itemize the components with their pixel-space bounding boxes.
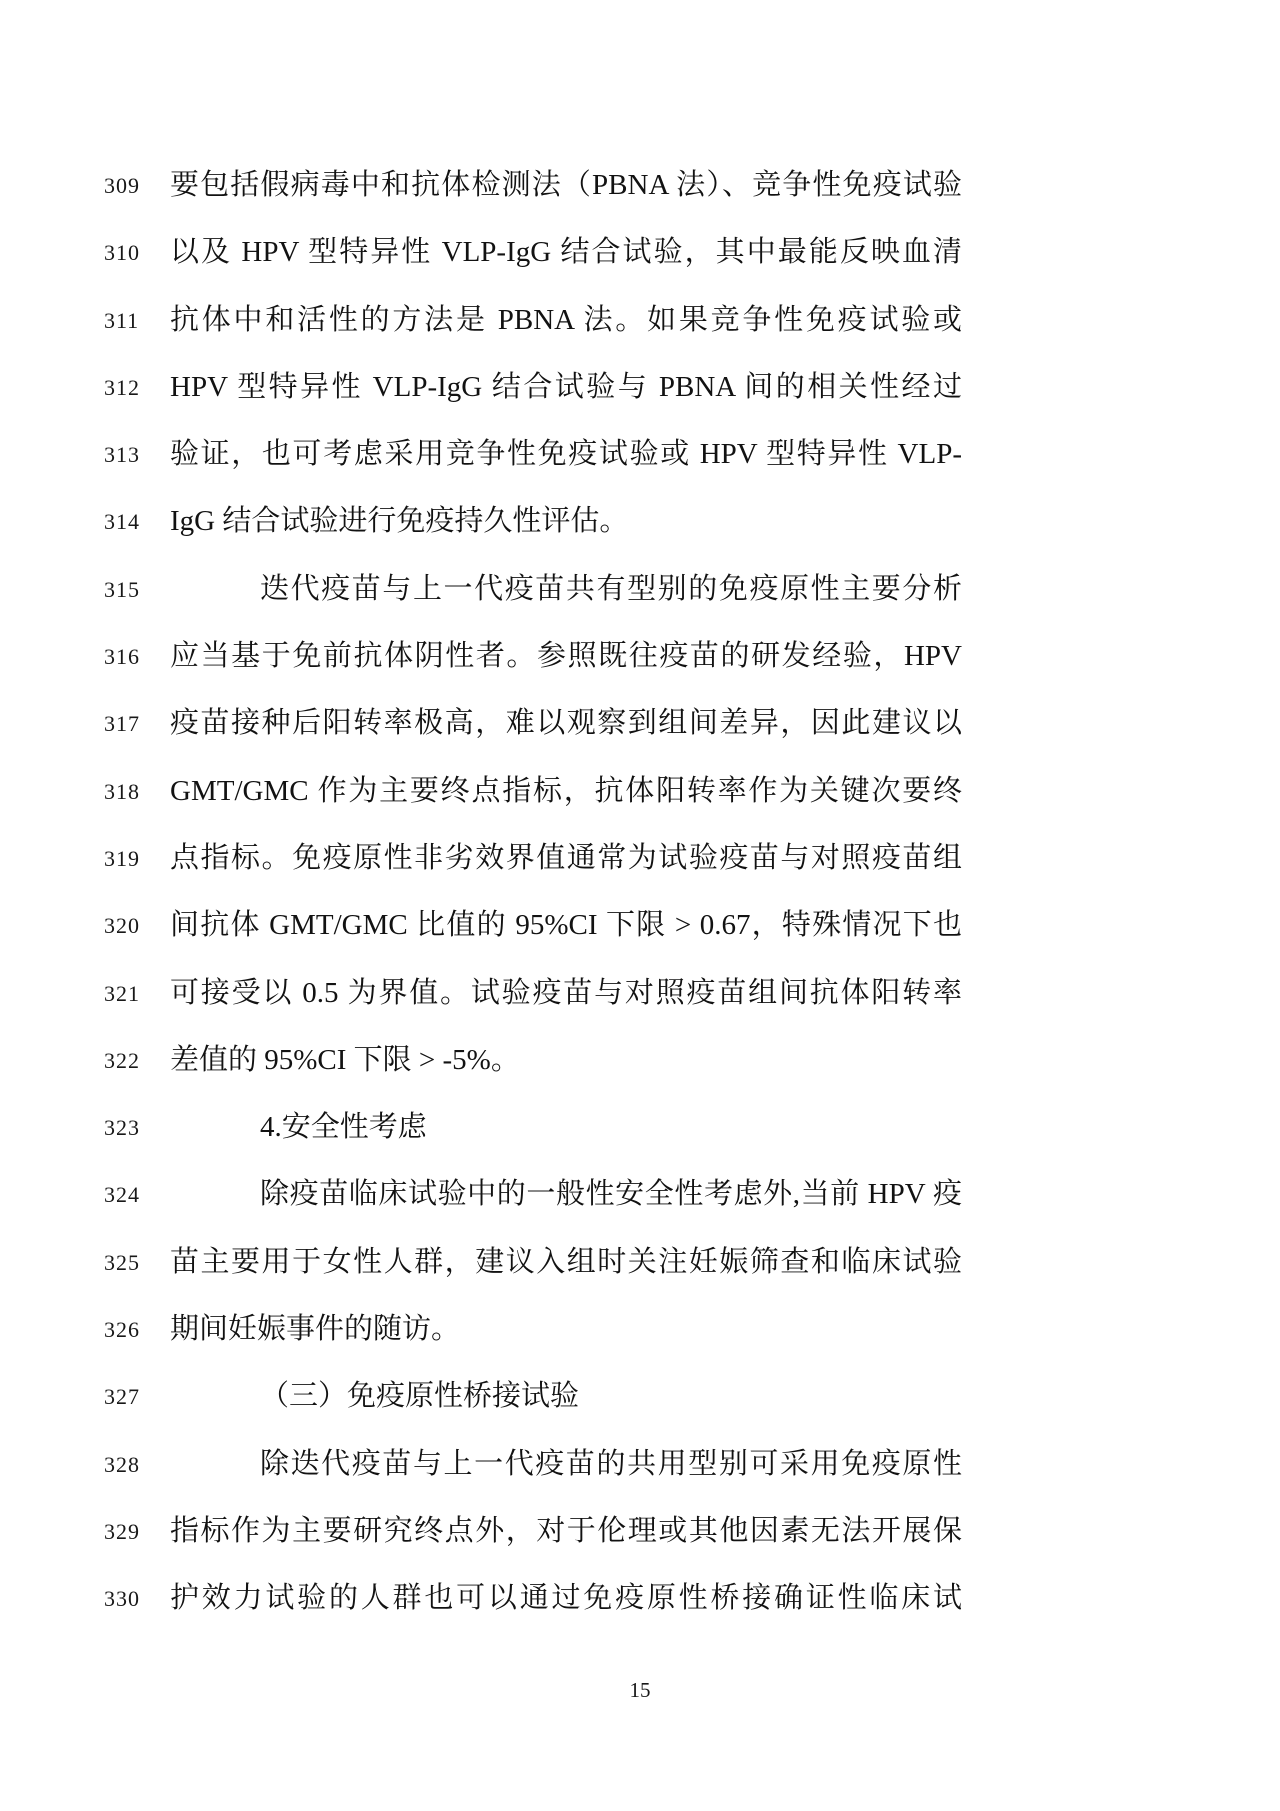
line-text: 疫苗接种后阳转率极高，难以观察到组间差异，因此建议以	[170, 707, 962, 740]
line-text: 苗主要用于女性人群，建议入组时关注妊娠筛查和临床试验	[170, 1245, 962, 1278]
line-number: 314	[104, 509, 140, 535]
line-number: 318	[104, 778, 140, 804]
line-number: 330	[104, 1586, 140, 1612]
line-number: 312	[104, 374, 140, 400]
document-line	[0, 1565, 1280, 1632]
line-text: 点指标。免疫原性非劣效界值通常为试验疫苗与对照疫苗组	[170, 841, 962, 874]
line-number: 329	[104, 1518, 140, 1544]
document-line	[0, 1229, 1280, 1296]
document-line	[0, 1498, 1280, 1565]
line-text: 护效力试验的人群也可以通过免疫原性桥接确证性临床试	[170, 1582, 962, 1615]
line-text: 迭代疫苗与上一代疫苗共有型别的免疫原性主要分析	[260, 572, 962, 605]
line-number: 326	[104, 1317, 140, 1343]
line-number: 315	[104, 576, 140, 602]
line-text: 间抗体 GMT/GMC 比值的 95%CI 下限 > 0.67，特殊情况下也	[170, 909, 962, 942]
document-line	[0, 1431, 1280, 1498]
document-line	[0, 354, 1280, 421]
line-number: 325	[104, 1249, 140, 1275]
line-number: 324	[104, 1182, 140, 1208]
line-number: 322	[104, 1047, 140, 1073]
document-line	[0, 960, 1280, 1027]
document-line	[0, 556, 1280, 623]
line-number: 309	[104, 173, 140, 198]
document-line	[0, 1296, 1280, 1363]
document-line	[0, 690, 1280, 757]
line-text: 以及 HPV 型特异性 VLP-IgG 结合试验，其中最能反映血清	[170, 236, 962, 269]
document-line	[0, 1363, 1280, 1430]
document-line	[0, 1027, 1280, 1094]
document-line	[0, 488, 1280, 555]
line-text: 指标作为主要研究终点外，对于伦理或其他因素无法开展保	[170, 1514, 962, 1547]
line-number: 323	[104, 1115, 140, 1141]
document-line	[0, 1161, 1280, 1228]
line-number: 320	[104, 913, 140, 939]
line-number: 310	[104, 240, 140, 266]
line-text: （三）免疫原性桥接试验	[260, 1380, 580, 1413]
line-number: 328	[104, 1451, 140, 1477]
document-line	[0, 1094, 1280, 1161]
line-text: IgG 结合试验进行免疫持久性评估。	[170, 505, 629, 538]
line-number: 319	[104, 845, 140, 871]
line-number: 327	[104, 1384, 140, 1410]
document-line	[0, 152, 1280, 219]
line-number: 316	[104, 644, 140, 670]
document-line	[0, 892, 1280, 959]
line-text: 4.安全性考虑	[260, 1111, 427, 1144]
line-text: 除迭代疫苗与上一代疫苗的共用型别可采用免疫原性	[260, 1447, 962, 1480]
document-line	[0, 287, 1280, 354]
line-text: 抗体中和活性的方法是 PBNA 法。如果竞争性免疫试验或	[170, 303, 962, 336]
document-line	[0, 421, 1280, 488]
document-line	[0, 623, 1280, 690]
document-body	[0, 152, 1280, 1633]
line-text: 期间妊娠事件的随访。	[170, 1313, 461, 1346]
page-number: 15	[629, 1678, 651, 1702]
line-text: GMT/GMC 作为主要终点指标，抗体阳转率作为关键次要终	[170, 774, 962, 807]
line-text: HPV 型特异性 VLP-IgG 结合试验与 PBNA 间的相关性经过	[170, 370, 962, 403]
line-number: 321	[104, 980, 140, 1006]
line-text: 验证，也可考虑采用竞争性免疫试验或 HPV 型特异性 VLP-	[170, 438, 962, 471]
line-text: 要包括假病毒中和抗体检测法（PBNA 法）、竞争性免疫试验	[170, 169, 962, 201]
line-text: 除疫苗临床试验中的一般性安全性考虑外,当前 HPV 疫	[260, 1178, 962, 1211]
document-line	[0, 825, 1280, 892]
document-line	[0, 758, 1280, 825]
line-number: 311	[104, 307, 140, 333]
line-text: 可接受以 0.5 为界值。试验疫苗与对照疫苗组间抗体阳转率	[170, 976, 962, 1009]
document-line	[0, 219, 1280, 286]
line-number: 317	[104, 711, 140, 737]
line-number: 313	[104, 442, 140, 468]
line-text: 应当基于免前抗体阴性者。参照既往疫苗的研发经验，HPV	[170, 640, 962, 673]
line-text: 差值的 95%CI 下限 > -5%。	[170, 1043, 520, 1076]
